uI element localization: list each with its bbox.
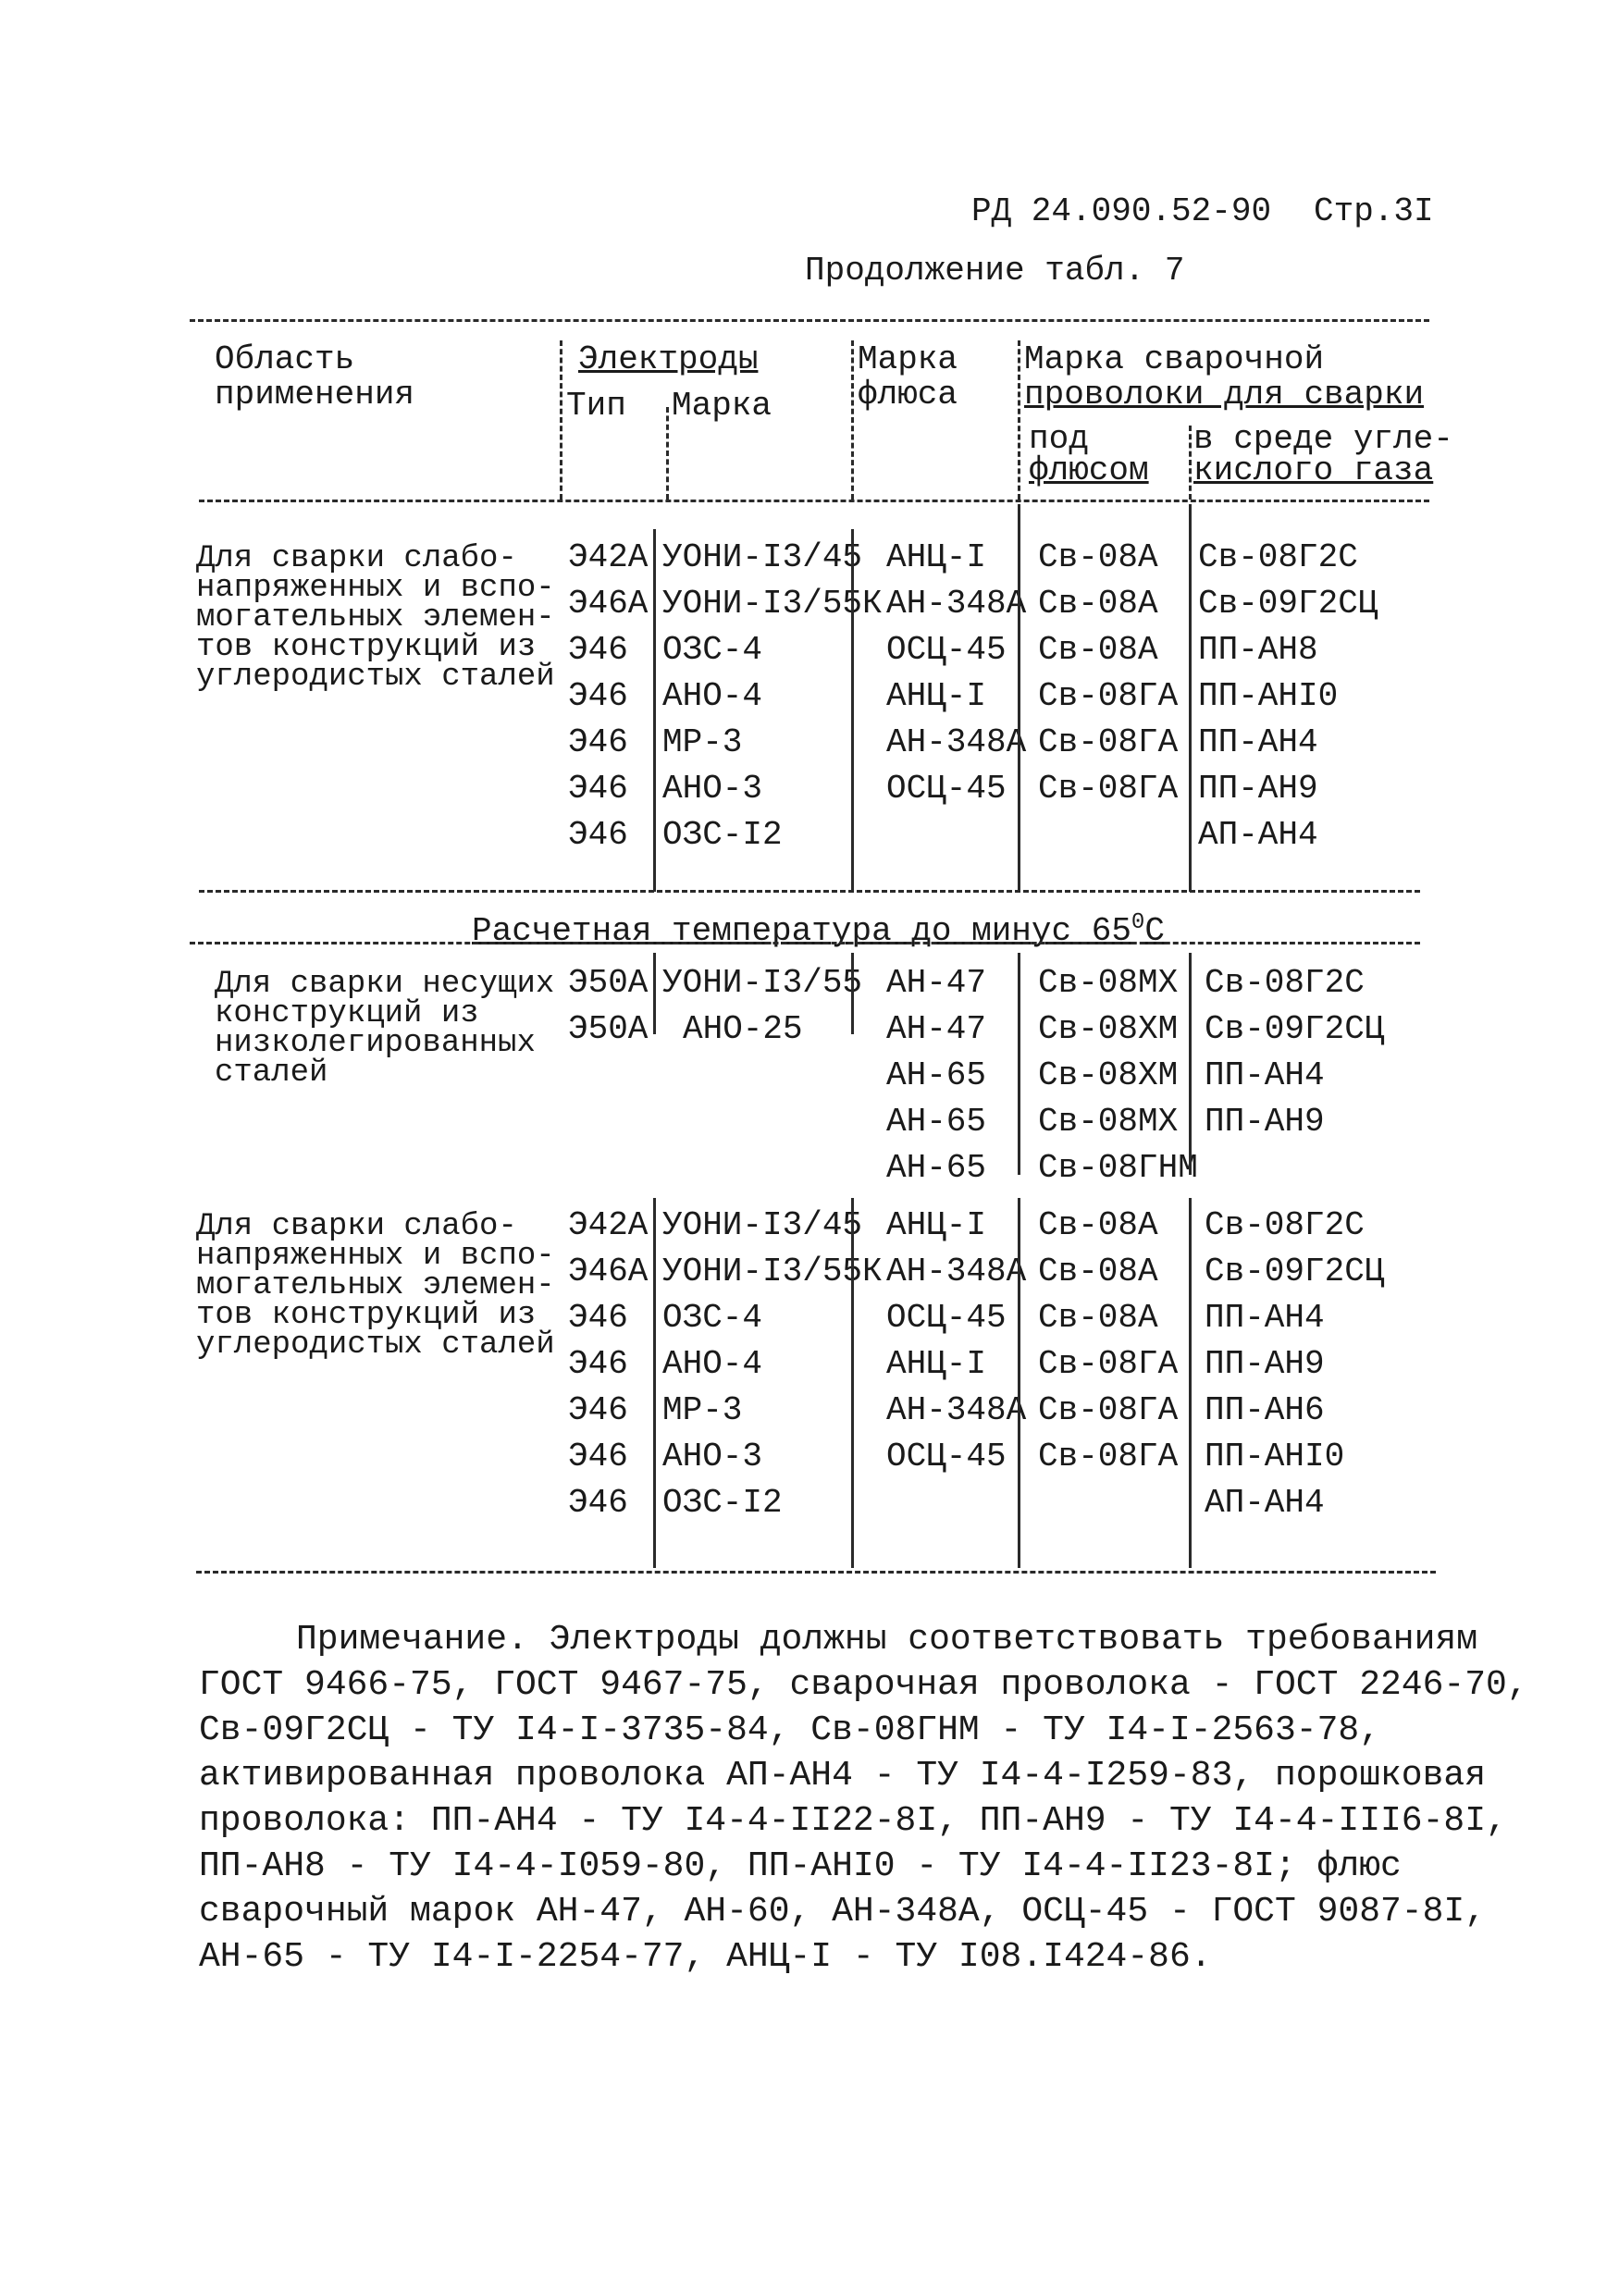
section1-fluxes: АНЦ-I АН-348А ОСЦ-45 АНЦ-I АН-348А ОСЦ-45	[886, 538, 1027, 808]
col-divider-wire-s2	[1189, 953, 1192, 1175]
header-bottom-rule	[199, 500, 1429, 502]
section1-brands: УОНИ-I3/45 УОНИ-I3/55К ОЗС-4 АНО-4 МР-3 АНО-3 ОЗС-I2	[662, 538, 883, 854]
table-top-rule	[190, 319, 1429, 322]
table-note: Примечание. Электроды должны соответствовать требованиям ГОСТ 9466-75, ГОСТ 9467-75, сварочная проволока - ГОСТ 2246-70, Св-09Г2СЦ - ТУ I4-I-3735-84, Св-08ГНМ - ТУ I4-I-2563-78, активированная проволока АП-АН4 - ТУ I4-4-I259-83, порошковая проволока: ПП-АН4 - ТУ I4-4-II22-8I, ПП-АН9 - ТУ I4-4-III6-8I, ПП-АН8 - ТУ I4-4-I059-80, ПП-АНI0 - ТУ I4-4-II23-8I; флюс сварочный марок АН-47, АН-60, АН-348А, ОСЦ-45 - ГОСТ 9087-8I, АН-65 - ТУ I4-I-2254-77, АНЦ-I - ТУ I08.I424-86.	[199, 1620, 1528, 1977]
section2-co2: Св-08Г2С Св-09Г2СЦ ПП-АН4 ПП-АН9	[1205, 964, 1385, 1141]
col-divider-flux-s1	[1018, 504, 1020, 892]
section3-brands: УОНИ-I3/45 УОНИ-I3/55К ОЗС-4 АНО-4 МР-3 АНО-3 ОЗС-I2	[662, 1206, 883, 1522]
header-wire: Марка сварочной проволоки для сварки	[1024, 340, 1425, 414]
section2-brands: УОНИ-I3/55 АНО-25	[662, 964, 863, 1048]
table-bottom-rule	[196, 1571, 1436, 1574]
section1-types: Э42А Э46А Э46 Э46 Э46 Э46 Э46	[568, 538, 649, 854]
col-divider-electrodes-header	[851, 340, 854, 500]
section3-fluxes: АНЦ-I АН-348А ОСЦ-45 АНЦ-I АН-348А ОСЦ-45	[886, 1206, 1027, 1475]
col-divider-flux-s3	[1018, 1198, 1020, 1568]
header-type: Тип	[566, 387, 626, 425]
section1-under-flux: Св-08А Св-08А Св-08А Св-08ГА Св-08ГА Св-08ГА	[1038, 538, 1179, 808]
col-divider-brand-s1	[851, 529, 854, 892]
section3-under-flux: Св-08А Св-08А Св-08А Св-08ГА Св-08ГА Св-08ГА	[1038, 1206, 1179, 1475]
document-id: РД 24.090.52-90	[971, 192, 1272, 230]
col-divider-type-header	[666, 407, 669, 500]
col-divider-flux-s2	[1018, 953, 1020, 1175]
section2-fluxes: АН-47 АН-47 АН-65 АН-65 АН-65	[886, 964, 987, 1187]
section3-types: Э42А Э46А Э46 Э46 Э46 Э46 Э46	[568, 1206, 649, 1522]
col-divider-wire-s1	[1189, 504, 1192, 892]
page-number: Стр.3I	[1314, 192, 1434, 230]
header-electrodes: Электроды	[578, 340, 759, 378]
section2-area: Для сварки несущих конструкций из низколегированных сталей	[215, 967, 555, 1091]
col-divider-area-header	[560, 340, 562, 500]
header-co2: в среде угле- кислого газа	[1193, 420, 1453, 489]
col-divider-brand-s2	[851, 953, 854, 1034]
header-flux: Марка флюса	[858, 340, 958, 414]
table-continuation-title: Продолжение табл. 7	[805, 252, 1185, 290]
col-divider-flux-header	[1018, 340, 1020, 500]
section1-bottom-rule	[199, 890, 1420, 893]
col-divider-wire-s3	[1189, 1198, 1192, 1568]
col-divider-type-s2	[653, 953, 656, 1034]
section1-area: Для сварки слабо- напряженных и вспо- могательных элемен- тов конструкций из углеродистых сталей	[196, 541, 555, 695]
col-divider-brand-s3	[851, 1198, 854, 1568]
section2-under-flux: Св-08МХ Св-08ХМ Св-08ХМ Св-08МХ Св-08ГНМ	[1038, 964, 1198, 1187]
col-divider-wire-header	[1189, 426, 1192, 500]
header-under-flux: под флюсом	[1029, 420, 1149, 489]
section3-co2: Св-08Г2С Св-09Г2СЦ ПП-АН4 ПП-АН9 ПП-АН6 ПП-АНI0 АП-АН4	[1205, 1206, 1385, 1522]
header-area: Область применения	[215, 340, 415, 414]
temperature-label: Расчетная температура до минус $65^0С$	[472, 910, 1165, 950]
temperature-bottom-rule	[190, 942, 1420, 944]
section1-co2: Св-08Г2С Св-09Г2СЦ ПП-АН8 ПП-АНI0 ПП-АН4 ПП-АН9 АП-АН4	[1198, 538, 1378, 854]
section2-types: Э50А Э50А	[568, 964, 649, 1048]
section3-area: Для сварки слабо- напряженных и вспо- могательных элемен- тов конструкций из углеродистых сталей	[196, 1209, 555, 1363]
col-divider-type-s3	[653, 1198, 656, 1568]
header-brand: Марка	[672, 387, 772, 425]
col-divider-type-s1	[653, 529, 656, 892]
